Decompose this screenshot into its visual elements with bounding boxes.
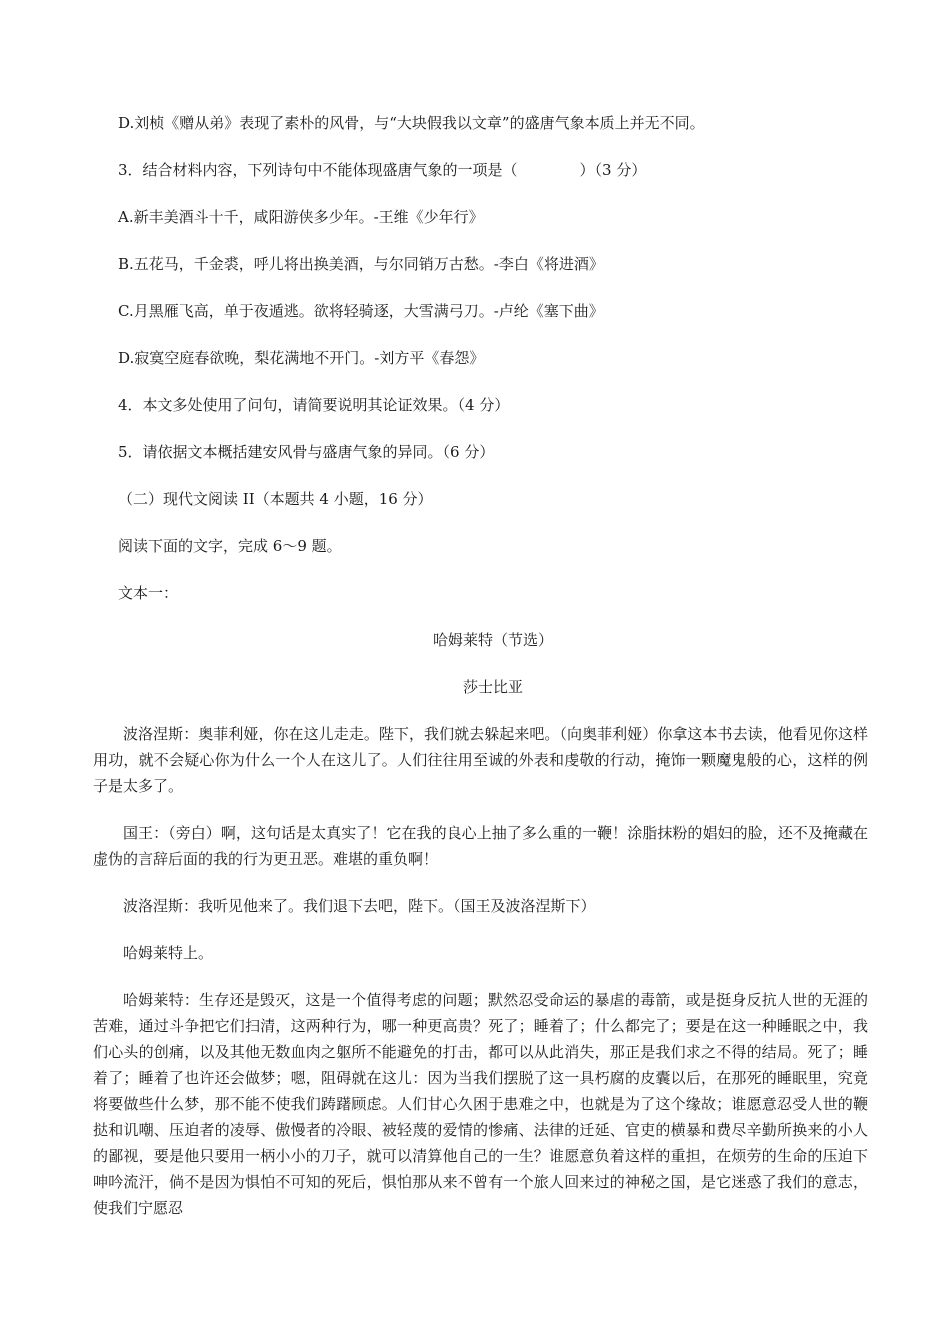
q3-stem-before: 3．结合材料内容，下列诗句中不能体现盛唐气象的一项是（ [118, 161, 518, 179]
passage-paragraph: 哈姆莱特：生存还是毁灭，这是一个值得考虑的问题；默然忍受命运的暴虐的毒箭，或是挺身反抗人世的无涯的苦难，通过斗争把它们扫清，这两种行为，哪一种更高贵？死了；睡着了；什么都完了；要是在这一种睡眠之中，我们心头的创痛，以及其他无数血肉之躯所不能避免的打击，都可以从此消失，那正是我们求之不得的结局。死了；睡着了；睡着了也许还会做梦；嗯，阻碍就在这儿：因为当我们摆脱了这一具朽腐的皮囊以后，在那死的睡眠里，究竟将要做些什么梦，那不能不使我们踌躇顾虑。人们甘心久困于患难之中，也就是为了这个缘故；谁愿意忍受人世的鞭挞和讥嘲、压迫者的凌辱、傲慢者的冷眼、被轻蔑的爱情的惨痛、法律的迁延、官吏的横暴和费尽辛勤所换来的小人的鄙视，要是他只要用一柄小小的刀子，就可以清算他自己的一生？谁愿意负着这样的重担，在烦劳的生命的压迫下呻吟流汗，倘不是因为惧怕不可知的死后，惧怕那从来不曾有一个旅人回来过的神秘之国，是它迷惑了我们的意志，使我们宁愿忍 [93, 991, 868, 1217]
passage-paragraph: 波洛涅斯：我听见他来了。我们退下去吧，陛下。（国王及波洛涅斯下） [123, 897, 596, 915]
passage-paragraph: 国王：（旁白）啊，这句话是太真实了！它在我的良心上抽了多么重的一鞭！涂脂抹粉的娼妇的脸，还不及掩藏在虚伪的言辞后面的我的行为更丑恶。难堪的重负啊！ [93, 824, 868, 868]
passage-paragraph: 波洛涅斯：奥菲利娅，你在这儿走走。陛下，我们就去躲起来吧。（向奥菲利娅）你拿这本书去读，他看见你这样用功，就不会疑心你为什么一个人在这儿了。人们往往用至诚的外表和虔敬的行动，掩饰一颗魔鬼般的心，这样的例子是太多了。 [93, 725, 868, 795]
q2-option-d: D.刘桢《赠从弟》表现了素朴的风骨，与“大块假我以文章”的盛唐气象本质上并无不同。 [118, 114, 705, 132]
q3-stem-after: ）（3 分） [579, 161, 647, 179]
question-5: 5．请依据文本概括建安风骨与盛唐气象的异同。（6 分） [118, 443, 495, 461]
exam-page [93, 110, 868, 1242]
passage-title: 哈姆莱特（节选） [432, 631, 553, 649]
question-4: 4．本文多处使用了问句，请简要说明其论证效果。（4 分） [118, 396, 510, 414]
passage-author: 莎士比亚 [462, 678, 523, 696]
q3-option-a: A.新丰美酒斗十千，咸阳游侠多少年。-王维《少年行》 [118, 208, 484, 226]
q3-option-c: C.月黑雁飞高，单于夜遁逃。欲将轻骑逐，大雪满弓刀。-卢纶《塞下曲》 [118, 302, 604, 320]
q3-stem [118, 157, 868, 204]
passage-paragraph: 哈姆莱特上。 [123, 944, 214, 962]
q3-option-d: D.寂寞空庭春欲晚，梨花满地不开门。-刘方平《春怨》 [118, 349, 485, 367]
text-label: 文本一： [118, 584, 179, 602]
section-heading: （二）现代文阅读 II（本题共 4 小题，16 分） [118, 490, 433, 508]
q3-option-b: B.五花马，千金裘，呼儿将出换美酒，与尔同销万古愁。-李白《将进酒》 [118, 255, 604, 273]
section-instruction: 阅读下面的文字，完成 6～9 题。 [118, 537, 342, 555]
